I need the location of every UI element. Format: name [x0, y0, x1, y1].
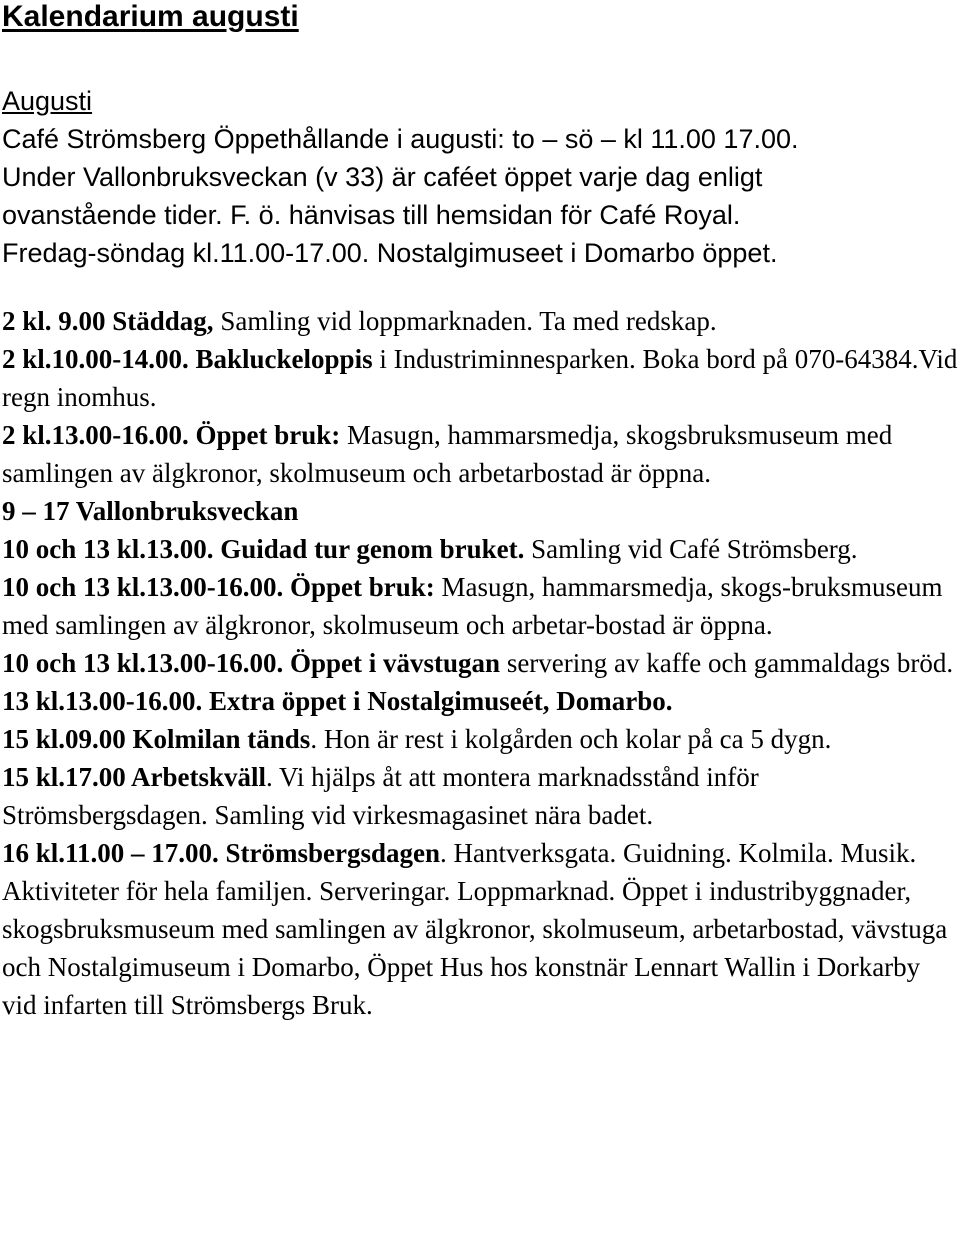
event-time: 13 kl.13.00-16.00. Extra öppet i Nostalgimuseét, Domarbo. — [2, 686, 673, 716]
event-time: 10 och 13 kl.13.00-16.00. Öppet i vävstugan — [2, 648, 501, 678]
event-item — [2, 530, 958, 568]
event-item — [2, 568, 958, 644]
section-heading: Augusti — [2, 86, 93, 116]
event-text: Samling vid loppmarknaden. Ta med redskap. — [213, 306, 717, 336]
event-text: Samling vid Café Strömsberg. — [524, 534, 858, 564]
event-text: . Hon är rest i kolgården och kolar på ca 5 dygn. — [310, 724, 832, 754]
event-time: 15 kl.09.00 Kolmilan tänds — [2, 724, 311, 754]
intro-block — [2, 82, 958, 272]
event-text: Masugn, hammarsmedja, skogsbruksmuseum med samlingen av älgkronor, skolmuseum och arbetarbostad är öppna. — [2, 420, 893, 488]
event-item — [2, 834, 958, 1024]
event-time: 2 kl. 9.00 Städdag, — [2, 306, 214, 336]
event-time: 16 kl.11.00 – 17.00. Strömsbergsdagen — [2, 838, 441, 868]
event-item — [2, 340, 958, 416]
event-text: . Vi hjälps åt att montera marknadsstånd inför Strömsbergsdagen. Samling vid virkesmagasinet nära badet. — [2, 762, 759, 830]
event-time: 10 och 13 kl.13.00-16.00. Öppet bruk: — [2, 572, 435, 602]
event-text: Masugn, hammarsmedja, skogs-bruksmuseum med samlingen av älgkronor, skolmuseum och arbetar-bostad är öppna. — [2, 572, 943, 640]
event-item — [2, 758, 958, 834]
event-text: i Industriminnesparken. Boka bord på 070-64384.Vid regn inomhus. — [2, 344, 958, 412]
intro-line: ovanstående tider. F. ö. hänvisas till hemsidan för Café Royal. — [2, 200, 741, 230]
intro-line: Café Strömsberg Öppethållande i augusti: to – sö – kl 11.00 17.00. — [2, 124, 799, 154]
event-item — [2, 720, 958, 758]
intro-line: Under Vallonbruksveckan (v 33) är caféet öppet varje dag enligt — [2, 162, 763, 192]
event-text: servering av kaffe och gammaldags bröd. — [500, 648, 954, 678]
event-time: 15 kl.17.00 Arbetskväll — [2, 762, 267, 792]
event-time: 2 kl.10.00-14.00. Bakluckeloppis — [2, 344, 373, 374]
page-title: Kalendarium augusti — [2, 0, 299, 33]
event-item — [2, 682, 958, 720]
event-item — [2, 302, 958, 340]
event-item — [2, 492, 958, 530]
event-time: 9 – 17 Vallonbruksveckan — [2, 496, 299, 526]
event-list — [2, 302, 958, 1024]
event-item — [2, 644, 958, 682]
intro-line: Fredag-söndag kl.11.00-17.00. Nostalgimuseet i Domarbo öppet. — [2, 238, 778, 268]
event-text: . Hantverksgata. Guidning. Kolmila. Musik. Aktiviteter för hela familjen. Serveringar. Loppmarknad. Öppet i industribyggnader, skogsbruksmuseum med samlingen av älgkronor, skolmuseum, arbetarbostad, vävstuga och Nostalgimuseum i Domarbo, Öppet Hus hos konstnär Lennart Wallin i Dorkarby vid infarten till Strömsbergs Bruk. — [2, 838, 948, 1020]
event-time: 2 kl.13.00-16.00. Öppet bruk: — [2, 420, 341, 450]
event-item — [2, 416, 958, 492]
event-time: 10 och 13 kl.13.00. Guidad tur genom bruket. — [2, 534, 525, 564]
